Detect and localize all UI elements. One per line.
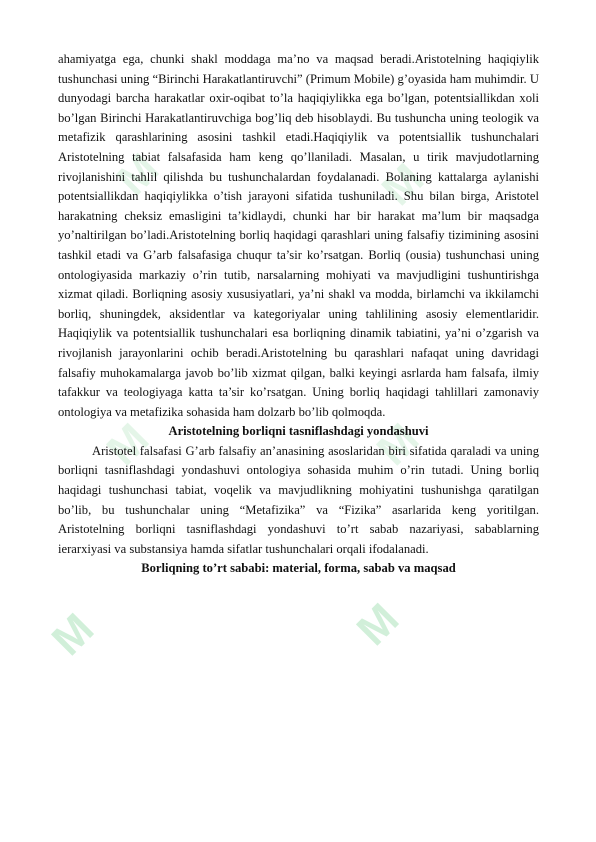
body-paragraph: Aristotel falsafasi G’arb falsafiy an’anasining asoslaridan biri sifatida qaraladi va uning borliqni tasniflashdagi yondashuvi ontologiya sohasida muhim o’rin tutadi. Uning borliq haqidagi tushunchasi tabiat, voqelik va mavjudlikning mohiyatini tushunishga qaratilgan bo’lib, bu tushunchalar uning “Metafizika” va “Fizika” asarlarida keng yoritilgan. Aristotelning borliqni tasniflashdagi yondashuvi to’rt sabab nazariyasi, sabablarning ierarxiyasi va substansiya hamda sifatlar tushunchalari orqali ifodalanadi. xyxy=(58,443,539,556)
watermark-logo: M xyxy=(347,594,409,655)
watermark-logo: M xyxy=(42,604,104,665)
document-body xyxy=(58,50,539,579)
body-paragraph: ahamiyatga ega, chunki shakl moddaga ma’no va maqsad beradi.Aristotelning haqiqiylik tushunchasi uning “Birinchi Harakatlantiruvchi” (Primum Mobile) g’oyasida ham muhimdir. U dunyodagi barcha harakatlar oxir-oqibat to’la haqiqiylikka ega bo’lgan, potentsiallikdan xoli bo’lgan Birinchi Harakatlantiruvchiga bog’liq deb hisoblaydi. Bu tushuncha uning teologik va metafizik qarashlarining asosini tashkil etadi.Haqiqiylik va potentsiallik tushunchalari Aristotelning tabiat falsafasida ham keng qo’llaniladi. Masalan, u tirik mavjudotlarning rivojlanishini tahlil qilishda bu tushunchalardan foydalanadi. Bolaning kattalarga aylanishi potentsiallikdan haqiqiylikka o’tish jarayoni sifatida tushuniladi. Shu bilan birga, Aristotel harakatning cheksiz emasligini ta’kidlaydi, chunki har bir harakat ma’lum bir maqsadga yo’naltirilgan bo’ladi.Aristotelning borliq haqidagi qarashlari uning falsafiy tizimining asosini tashkil etadi va G’arb falsafasiga chuqur ta’sir ko’rsatgan. Borliq (ousia) tushunchasi uning ontologiyasida markaziy o’rin tutib, narsalarning mohiyati va mavjudligini tushuntirishga xizmat qiladi. Borliqning asosiy xususiyatlari, ya’ni shakl va modda, birlamchi va ikkilamchi borliq, shuningdek, aksidentlar va kategoriyalar uning tahlilining asosiy elementlaridir. Haqiqiylik va potentsiallik tushunchalari esa borliqning dinamik tabiatini, ya’ni o’zgarish va rivojlanish jarayonlarini ochib beradi.Aristotelning bu qarashlari nafaqat uning davridagi falsafiy muhokamalarga javob bo’lib xizmat qilgan, balki keyingi asrlarda ham falsafa, ilmiy tafakkur va teologiyaga katta ta’sir ko’rsatgan. Uning borliq haqidagi tahlillari zamonaviy ontologiya va metafizika sohasida ham dolzarb bo’lib qolmoqda. xyxy=(58,52,539,419)
watermark-logo: M xyxy=(367,414,429,475)
watermark-logo: M xyxy=(372,154,434,215)
section-heading: Aristotelning borliqni tasniflashdagi yondashuvi xyxy=(168,424,429,439)
watermark-logo: M xyxy=(107,144,169,205)
watermark-logo: M xyxy=(97,414,159,475)
section-heading: Borliqning to’rt sababi: material, forma, sabab va maqsad xyxy=(141,561,456,576)
